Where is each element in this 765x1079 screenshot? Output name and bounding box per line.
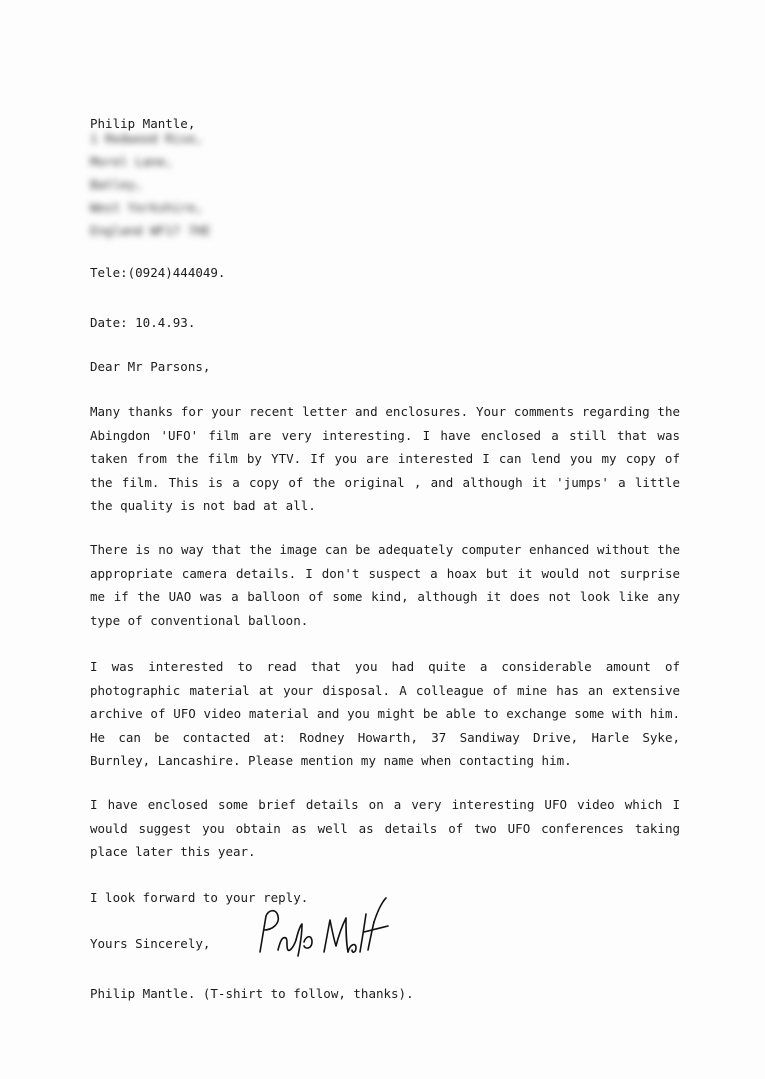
sender-name: Philip Mantle, <box>90 116 196 131</box>
footer-signature-line: Philip Mantle. (T-shirt to follow, thanks). <box>90 986 414 1001</box>
salutation: Dear Mr Parsons, <box>90 359 211 374</box>
closing-line: I look forward to your reply. <box>90 890 309 905</box>
body-paragraph-4: I have enclosed some brief details on a very interesting UFO video which I would suggest you obtain as well as details of two UFO conferences taking place later this year. <box>90 797 680 859</box>
address-line-5: England WF17 7HE <box>90 223 211 238</box>
address-line-2: Morel Lane, <box>90 154 173 169</box>
body-paragraph-3: I was interested to read that you had quite a considerable amount of photographic material at your disposal. A colleague of mine has an extensive archive of UFO video material and you might be able to exchange some with him. He can be contacted at: Rodney Howarth, 37 Sandiway Drive, Harle Syke, Burnley, Lancashire. Please mention my name when contacting him. <box>90 659 680 768</box>
address-line-4: West Yorkshire, <box>90 200 203 215</box>
letter-date: Date: 10.4.93. <box>90 315 196 330</box>
address-line-1: 1 Redwood Rise, <box>90 131 203 146</box>
sign-off: Yours Sincerely, <box>90 936 211 951</box>
body-paragraph-1: Many thanks for your recent letter and enclosures. Your comments regarding the Abingdon 'UFO' film are very interesting. I have enclosed a still that was taken from the film by YTV. If you are interested I can lend you my copy of the film. This is a copy of the original , and although it 'jumps' a little the quality is not bad at all. <box>90 404 680 513</box>
address-line-3: Batley, <box>90 177 143 192</box>
handwritten-signature <box>252 890 392 970</box>
body-paragraph-2: There is no way that the image can be adequately computer enhanced without the appropriate camera details. I don't suspect a hoax but it would not surprise me if the UAO was a balloon of some kind, although it does not look like any type of conventional balloon. <box>90 542 680 628</box>
telephone: Tele:(0924)444049. <box>90 265 226 280</box>
